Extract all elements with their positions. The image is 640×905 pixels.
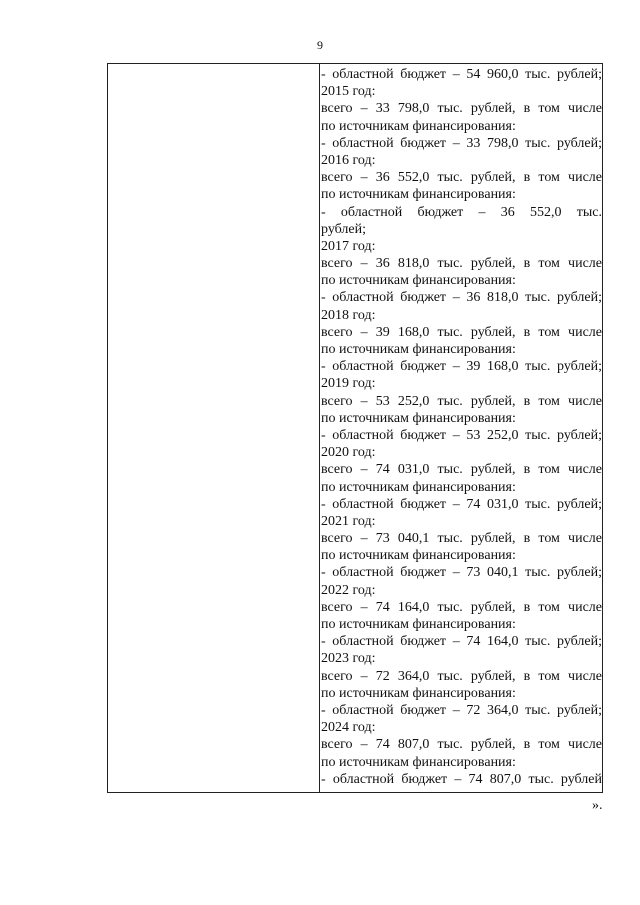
table-text-line: 2015 год: xyxy=(321,84,376,100)
table-text-line: 2023 год: xyxy=(321,651,376,667)
table-text-line: по источникам финансирования: xyxy=(321,342,516,357)
table-text-line: по источникам финансирования: xyxy=(321,754,516,770)
table-text-line: - областной бюджет – 74 031,0 тыс. рублей; xyxy=(321,496,602,512)
table-text-line: рублей; xyxy=(321,221,366,237)
table-text-line: по источникам финансирования: xyxy=(321,617,516,632)
table-text-line: всего – 74 164,0 тыс. рублей, в том числе xyxy=(321,599,602,615)
closing-quote-mark: ». xyxy=(592,798,603,813)
table-text-line: - областной бюджет – 53 252,0 тыс. рублей; xyxy=(321,427,602,443)
table-text-line: - областной бюджет – 33 798,0 тыс. рублей; xyxy=(321,135,602,151)
table-text-line: - областной бюджет – 74 164,0 тыс. рублей; xyxy=(321,634,602,650)
table-text-line: - областной бюджет – 36 552,0 тыс. xyxy=(321,204,602,220)
table-text-line: по источникам финансирования: xyxy=(321,118,516,134)
table-text-line: - областной бюджет – 74 807,0 тыс. рублей xyxy=(321,771,602,787)
table-text-line: всего – 36 818,0 тыс. рублей, в том числе xyxy=(321,256,602,272)
table-text-line: - областной бюджет – 72 364,0 тыс. рублей; xyxy=(321,702,602,718)
table-text-line: 2016 год: xyxy=(321,152,376,168)
table-text-line: по источникам финансирования: xyxy=(321,410,516,426)
table-text-line: 2021 год: xyxy=(321,513,376,529)
table-text-line: - областной бюджет – 36 818,0 тыс. рублей; xyxy=(321,290,602,306)
table-text-line: 2020 год: xyxy=(321,445,376,461)
page-number: 9 xyxy=(317,38,323,52)
table-text-line: всего – 39 168,0 тыс. рублей, в том числе xyxy=(321,324,602,340)
table-text-line: всего – 73 040,1 тыс. рублей, в том числе xyxy=(321,531,602,547)
table-text-line: по источникам финансирования: xyxy=(321,685,516,701)
table-text-line: - областной бюджет – 54 960,0 тыс. рублей; xyxy=(321,67,602,82)
table-text-line: 2024 год: xyxy=(321,720,376,736)
table-text-line: всего – 33 798,0 тыс. рублей, в том числе xyxy=(321,101,602,117)
table-text-line: по источникам финансирования: xyxy=(321,548,516,564)
table-text-line: 2018 год: xyxy=(321,307,376,323)
table-text-line: всего – 74 031,0 тыс. рублей, в том числе xyxy=(321,462,602,478)
table-text-line: всего – 36 552,0 тыс. рублей, в том числе xyxy=(321,170,602,186)
table-left-cell xyxy=(108,64,319,792)
funding-table xyxy=(107,63,603,793)
column-divider xyxy=(319,64,320,792)
table-text-line: 2019 год: xyxy=(321,376,376,392)
table-text-line: 2017 год: xyxy=(321,238,376,254)
table-text-line: - областной бюджет – 73 040,1 тыс. рублей; xyxy=(321,565,602,581)
table-text-line: по источникам финансирования: xyxy=(321,479,516,495)
table-right-cell xyxy=(321,66,602,788)
table-text-line: по источникам финансирования: xyxy=(321,187,516,203)
table-text-line: по источникам финансирования: xyxy=(321,273,516,289)
table-text-line: всего – 74 807,0 тыс. рублей, в том числе xyxy=(321,737,602,753)
table-text-line: всего – 53 252,0 тыс. рублей, в том числе xyxy=(321,393,602,409)
table-text-line: - областной бюджет – 39 168,0 тыс. рублей; xyxy=(321,359,602,375)
table-text-line: всего – 72 364,0 тыс. рублей, в том числе xyxy=(321,668,602,684)
table-text-line: 2022 год: xyxy=(321,582,376,598)
